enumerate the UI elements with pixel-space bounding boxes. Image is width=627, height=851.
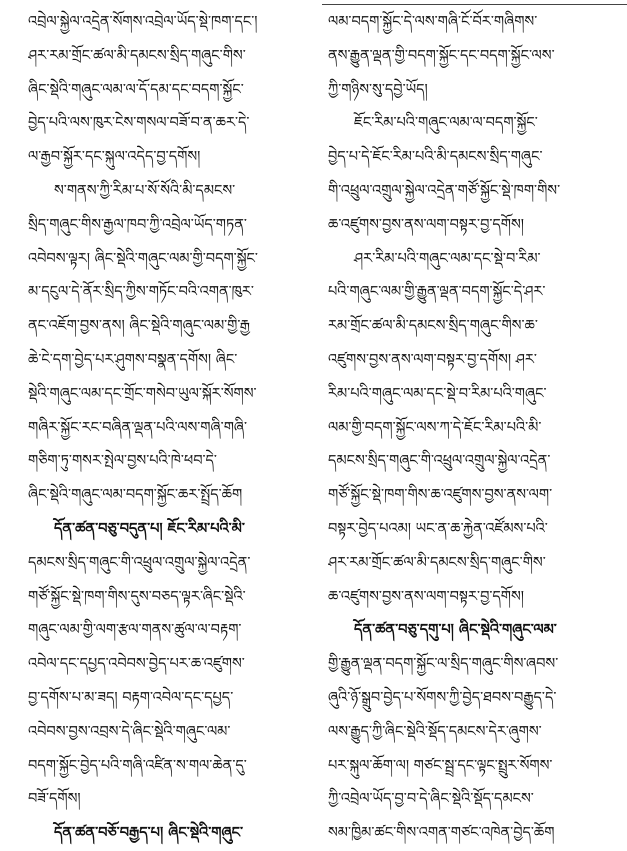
right-line-10: རམ་གྲོང་ཚལ་མི་དམངས་སྲིད་གཞུང་གིས་ཆ་ [328, 318, 538, 335]
left-line-11: ཆེ་ངེ་དག་བྱེད་པར་ཤུགས་བསྣན་དགོས། ཞིང་ [28, 351, 238, 368]
left-line-10: ནང་འཇོག་བྱས་ནས། ཞིང་སྡེའི་གཞུང་ལམ་གྱི་རྒྱ [28, 318, 250, 335]
right-line-11: འཛུགས་བྱས་ནས་ལག་བསྟར་བྱ་དགོས། ཤར་ [328, 351, 537, 368]
right-line-22: ལས་རྒྱུད་ཀྱི་ཞིང་སྡེའི་སྡོད་དམངས་དེར་ཞུགས་ [328, 723, 542, 740]
right-line-2: ནས་རྒྱུན་ལྡན་གྱི་བདག་སྐྱོང་དང་བདག་སྐྱོང་ལས་ [328, 47, 555, 64]
right-line-12: རིམ་པའི་གཞུང་ལམ་དང་སྡེ་བ་རིམ་པའི་གཞུང་ [328, 385, 547, 402]
left-line-5: ལ་རྒྱབ་སྐྱོར་དང་སྐུལ་འདེད་བྱ་དགོས། [28, 149, 201, 166]
left-line-2: ཤར་རམ་གྲོང་ཚལ་མི་དམངས་སྲིད་གཞུང་གིས་ [28, 47, 246, 64]
left-line-13: གཞིར་སྐྱོང་རང་བཞིན་ལྡན་པའི་ལས་གཞི་གཞི་ [28, 419, 248, 436]
header-rule [322, 4, 627, 5]
left-line-8: འབེབས་ལྟར། ཞིང་སྡེའི་གཞུང་ལམ་གྱི་བདག་སྐྱོང་ [28, 250, 258, 267]
right-line-3: ཀྱི་གཉིས་སུ་དབྱེ་ཡོད། [328, 81, 428, 98]
article-17-heading: དོན་ཚན་བཅུ་བདུན་པ། ཇོང་རིམ་པའི་མི་ [54, 520, 245, 537]
right-line-1: ལམ་བདག་སྐྱོང་དེ་ལས་གཞི་ངོ་བོར་གཞིགས་ [328, 14, 538, 30]
right-line-18: ཆ་འཛུགས་བྱས་ནས་ལག་བསྟར་བྱ་དགོས། [328, 588, 525, 605]
right-line-15: གཙོ་སྐྱོང་སྡེ་ཁག་གིས་ཆ་འཛུགས་བྱས་ནས་ལག་ [328, 487, 553, 504]
right-line-24: ཀྱི་འབྲེལ་ཡོད་བྱ་བ་དེ་ཞིང་སྡེའི་སྡོད་དམངས་ [328, 791, 534, 808]
left-line-18: གཙོ་སྐྱོང་སྡེ་ཁག་གིས་དུས་བཅད་ལྟར་ཞིང་སྡེའི་ [28, 588, 246, 605]
article-19-heading: དོན་ཚན་བཅུ་དགུ་པ། ཞིང་སྡེའི་གཞུང་ལམ་ [354, 622, 557, 639]
left-line-1: འབྲེལ་སྐྱེལ་འདྲེན་སོགས་འབྲེལ་ཡོད་སྡེ་ཁག་དང་། [28, 14, 258, 30]
left-line-9: མ་དངུལ་དེ་ནོར་སྲིད་ཀྱིས་གཏོང་བའི་འགན་ཁུར་ [28, 284, 254, 301]
article-18-heading: དོན་ཚན་བཅོ་བརྒྱད་པ། ཞིང་སྡེའི་གཞུང་ [54, 825, 244, 842]
left-line-17: དམངས་སྲིད་གཞུང་གི་འཕྲུལ་འགྲུལ་སྐྱེལ་འདྲེན་ [28, 554, 251, 571]
left-line-23: བདག་སྐྱོང་བྱེད་པའི་གཞི་འཛིན་ས་གལ་ཆེན་དུ་ [28, 757, 247, 774]
right-line-14: དམངས་སྲིད་གཞུང་གི་འཕྲུལ་འགྲུལ་སྐྱེལ་འདྲེན་ [328, 453, 551, 470]
right-paragraph-township: ཤར་རིམ་པའི་གཞུང་ལམ་དང་སྡེ་བ་རིམ་ [354, 250, 541, 267]
right-line-9: པའི་གཞུང་ལམ་གྱི་རྒྱུན་ལྡན་བདག་སྐྱོང་དེ་ཤར་ [328, 284, 546, 301]
right-line-20: གྱི་རྒྱུན་ལྡན་བདག་སྐྱོང་ལ་སྲིད་གཞུང་གིས་ཞབས་ [328, 656, 559, 673]
right-line-21: ཞུའི་ཉོ་སྒྲུབ་བྱེད་པ་སོགས་ཀྱི་བྱེད་ཐབས་བརྒྱུད་དེ་ [328, 689, 557, 706]
right-line-17: ཤར་རམ་གྲོང་ཚལ་མི་དམངས་སྲིད་གཞུང་གིས་ [328, 554, 546, 571]
right-line-25: སམ་ཁྱིམ་ཚང་གིས་འགན་གཙང་འཁེན་བྱེད་ཆོག [328, 825, 555, 842]
left-line-7: སྲིད་གཞུང་གིས་རྒྱལ་ཁབ་ཀྱི་འབྲེལ་ཡོད་གཏན་ [28, 216, 247, 233]
right-line-5: བྱེད་པ་དེ་ཇོང་རིམ་པའི་མི་དམངས་སྲིད་གཞུང་ [328, 149, 543, 166]
left-line-19: གཞུང་ལམ་གྱི་ལག་རྩལ་གནས་ཚུལ་ལ་བརྟག་ [28, 622, 242, 639]
left-line-15: ཞིང་སྡེའི་གཞུང་ལམ་བདག་སྐྱོང་ཆར་སྤྲོད་ཆོག [28, 487, 243, 504]
right-column [328, 6, 598, 842]
right-line-23: པར་སྐུལ་ཆོག་ལ། གཙང་སྦྲ་དང་ལྟང་སྤྲུར་སོགས་ [328, 757, 553, 774]
right-line-7: ཆ་འཛུགས་བྱས་ནས་ལག་བསྟར་བྱ་དགོས། [328, 216, 525, 233]
left-line-14: གཅིག་ཏུ་གསར་སྤེལ་བྱས་པའི་ཁེ་ཕབ་དེ་ [28, 453, 217, 470]
right-line-6: གི་འཕྲུལ་འགྲུལ་སྐྱེལ་འདྲེན་གཙོ་སྐྱོང་སྡེ་ཁག་གིས་ [328, 182, 561, 199]
left-paragraph-start: ས་གནས་ཀྱི་རིམ་པ་སོ་སོའི་མི་དམངས་ [54, 182, 236, 199]
left-line-4: བྱེད་པའི་ལས་ཁུར་ངེས་གསལ་བཟོ་བ་ན་ཆར་དེ་ [28, 115, 250, 132]
left-line-20: འབེལ་དང་དཔྱད་འབེབས་བྱེད་པར་ཆ་འཛུགས་ [28, 656, 245, 673]
left-line-22: འབེབས་བྱས་འབྲས་དེ་ཞིང་སྡེའི་གཞུང་ལམ་ [28, 723, 231, 740]
right-line-13: ལམ་གྱི་བདག་སྐྱོང་ལས་ཀ་དེ་ཇོང་རིམ་པའི་མི་ [328, 419, 542, 436]
left-line-24: བཟོ་དགོས། [28, 791, 81, 808]
left-line-21: བྱ་དགོས་པ་མ་ཟད། བརྟག་འབེལ་དང་དཔྱད་ [28, 689, 234, 706]
left-column [28, 6, 296, 842]
left-line-3: ཞིང་སྡེའི་གཞུང་ལམ་ལ་དོ་དམ་དང་བདག་སྐྱོང་ [28, 81, 244, 98]
right-paragraph-county: ཇོང་རིམ་པའི་གཞུང་ལམ་ལ་བདག་སྐྱོང་ [354, 115, 538, 132]
right-line-16: བསྟར་བྱེད་པའམ། ཡང་ན་ཆ་རྐྱེན་འཛོམས་པའི་ [328, 520, 548, 537]
left-line-12: སྡེའི་གཞུང་ལམ་དང་གྲོང་གསེབ་ཡུལ་སྐོར་སོགས་ [28, 385, 257, 402]
